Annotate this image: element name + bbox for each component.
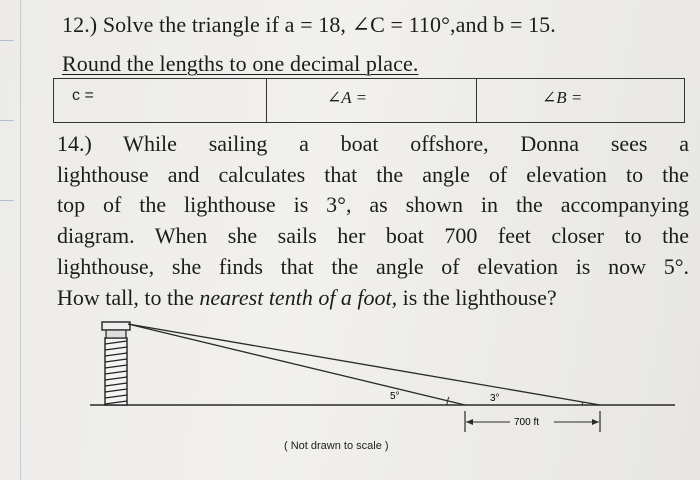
answer-label-angle-a: ∠A =	[327, 88, 368, 107]
problem-14-line: lighthouse and calculates that the angle of elevation to the	[57, 161, 689, 187]
sight-line-5-degrees	[128, 324, 465, 405]
angle-label-3: 3°	[490, 393, 500, 404]
answer-cell-angle-b[interactable]	[477, 79, 684, 122]
answer-label-c: c =	[72, 87, 94, 104]
lighthouse	[102, 322, 130, 405]
diagram-caption: ( Not drawn to scale )	[284, 440, 389, 452]
problem-14-line: top of the lighthouse is 3°, as shown in the accompanying	[57, 192, 689, 218]
problem-14-line: lighthouse, she finds that the angle of elevation is now 5°.	[57, 253, 689, 279]
angle-label-5: 5°	[390, 391, 400, 402]
problem-12-instruction: Round the lengths to one decimal place.	[62, 51, 419, 76]
margin-tick	[0, 120, 14, 121]
margin-tick	[0, 40, 14, 41]
arrowhead-right	[592, 419, 599, 425]
problem-14-statement	[57, 129, 689, 313]
lighthouse-diagram	[0, 300, 700, 480]
margin-tick	[0, 200, 14, 201]
answer-cell-angle-a[interactable]	[267, 79, 477, 122]
sight-line-3-degrees	[128, 324, 600, 405]
answer-cell-c[interactable]	[54, 79, 267, 122]
problem-14-line: diagram. When she sails her boat 700 feet closer to the	[57, 223, 689, 249]
question-text-end: is the lighthouse?	[397, 284, 557, 310]
problem-14-line: 14.) While sailing a boat offshore, Donna sees a	[57, 131, 689, 156]
problem-12-statement: 12.) Solve the triangle if a = 18, ∠C = 110°,and b = 15.	[62, 12, 556, 37]
question-text-emphasis: nearest tenth of a foot,	[199, 284, 398, 310]
distance-label: 700 ft	[514, 417, 540, 428]
answer-label-angle-b: ∠B =	[542, 88, 583, 107]
answer-table	[53, 78, 685, 123]
question-text-start: How tall, to the	[57, 284, 200, 310]
arrowhead-left	[466, 419, 473, 425]
